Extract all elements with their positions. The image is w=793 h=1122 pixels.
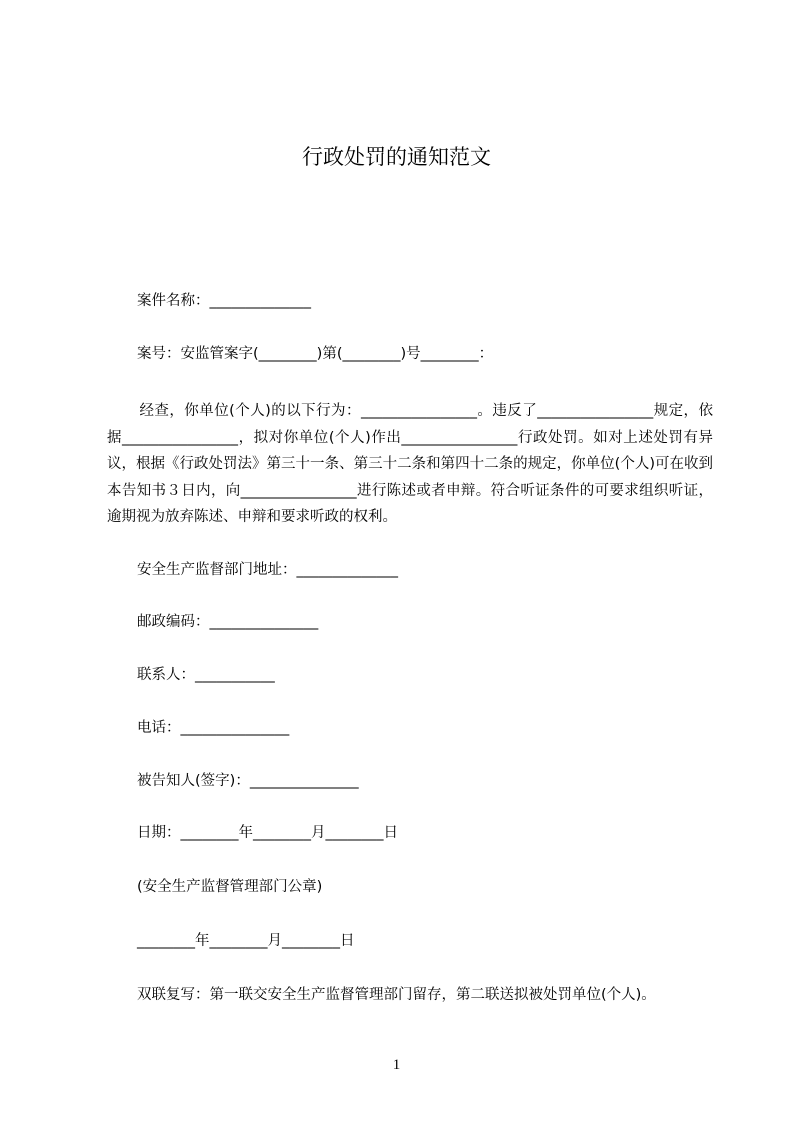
contact-line: 联系人：___________ (137, 667, 275, 683)
seal-date-line: ________年________月________日 (137, 933, 355, 949)
postal-code-line: 邮政编码：_______________ (137, 614, 319, 630)
seal-line: (安全生产监督管理部门公章) (137, 879, 323, 895)
notified-party-line: 被告知人(签字)：_______________ (137, 773, 359, 789)
case-number-line: 案号：安监管案字(________)第(________)号________： (137, 346, 494, 362)
case-name-line: 案件名称：______________ (137, 293, 311, 309)
body-paragraph (107, 398, 713, 531)
page-number: 1 (392, 1057, 401, 1073)
body-paragraph-text: 经查，你单位(个人)的以下行为：________________。违反了________________规定，依据________________，拟对你单位(个人)作出________________行政处罚。如对上述处罚有异议，根据《行政处罚法》第三十一条、第三十二条和第四十二条的规定，你单位(个人)可在收到本告知书３日内，向________________进行陈述或者申辩。符合听证条件的可要求组织听证，逾期视为放弃陈述、申辩和要求听政的权利。 (107, 403, 713, 525)
address-line: 安全生产监督部门地址：______________ (137, 562, 398, 578)
phone-line: 电话：_______________ (137, 720, 290, 736)
date-line: 日期：________年________月________日 (137, 825, 398, 841)
duplicate-note: 双联复写：第一联交安全生产监督管理部门留存，第二联送拟被处罚单位(个人)。 (137, 987, 656, 1003)
document-title: 行政处罚的通知范文 (302, 145, 491, 169)
